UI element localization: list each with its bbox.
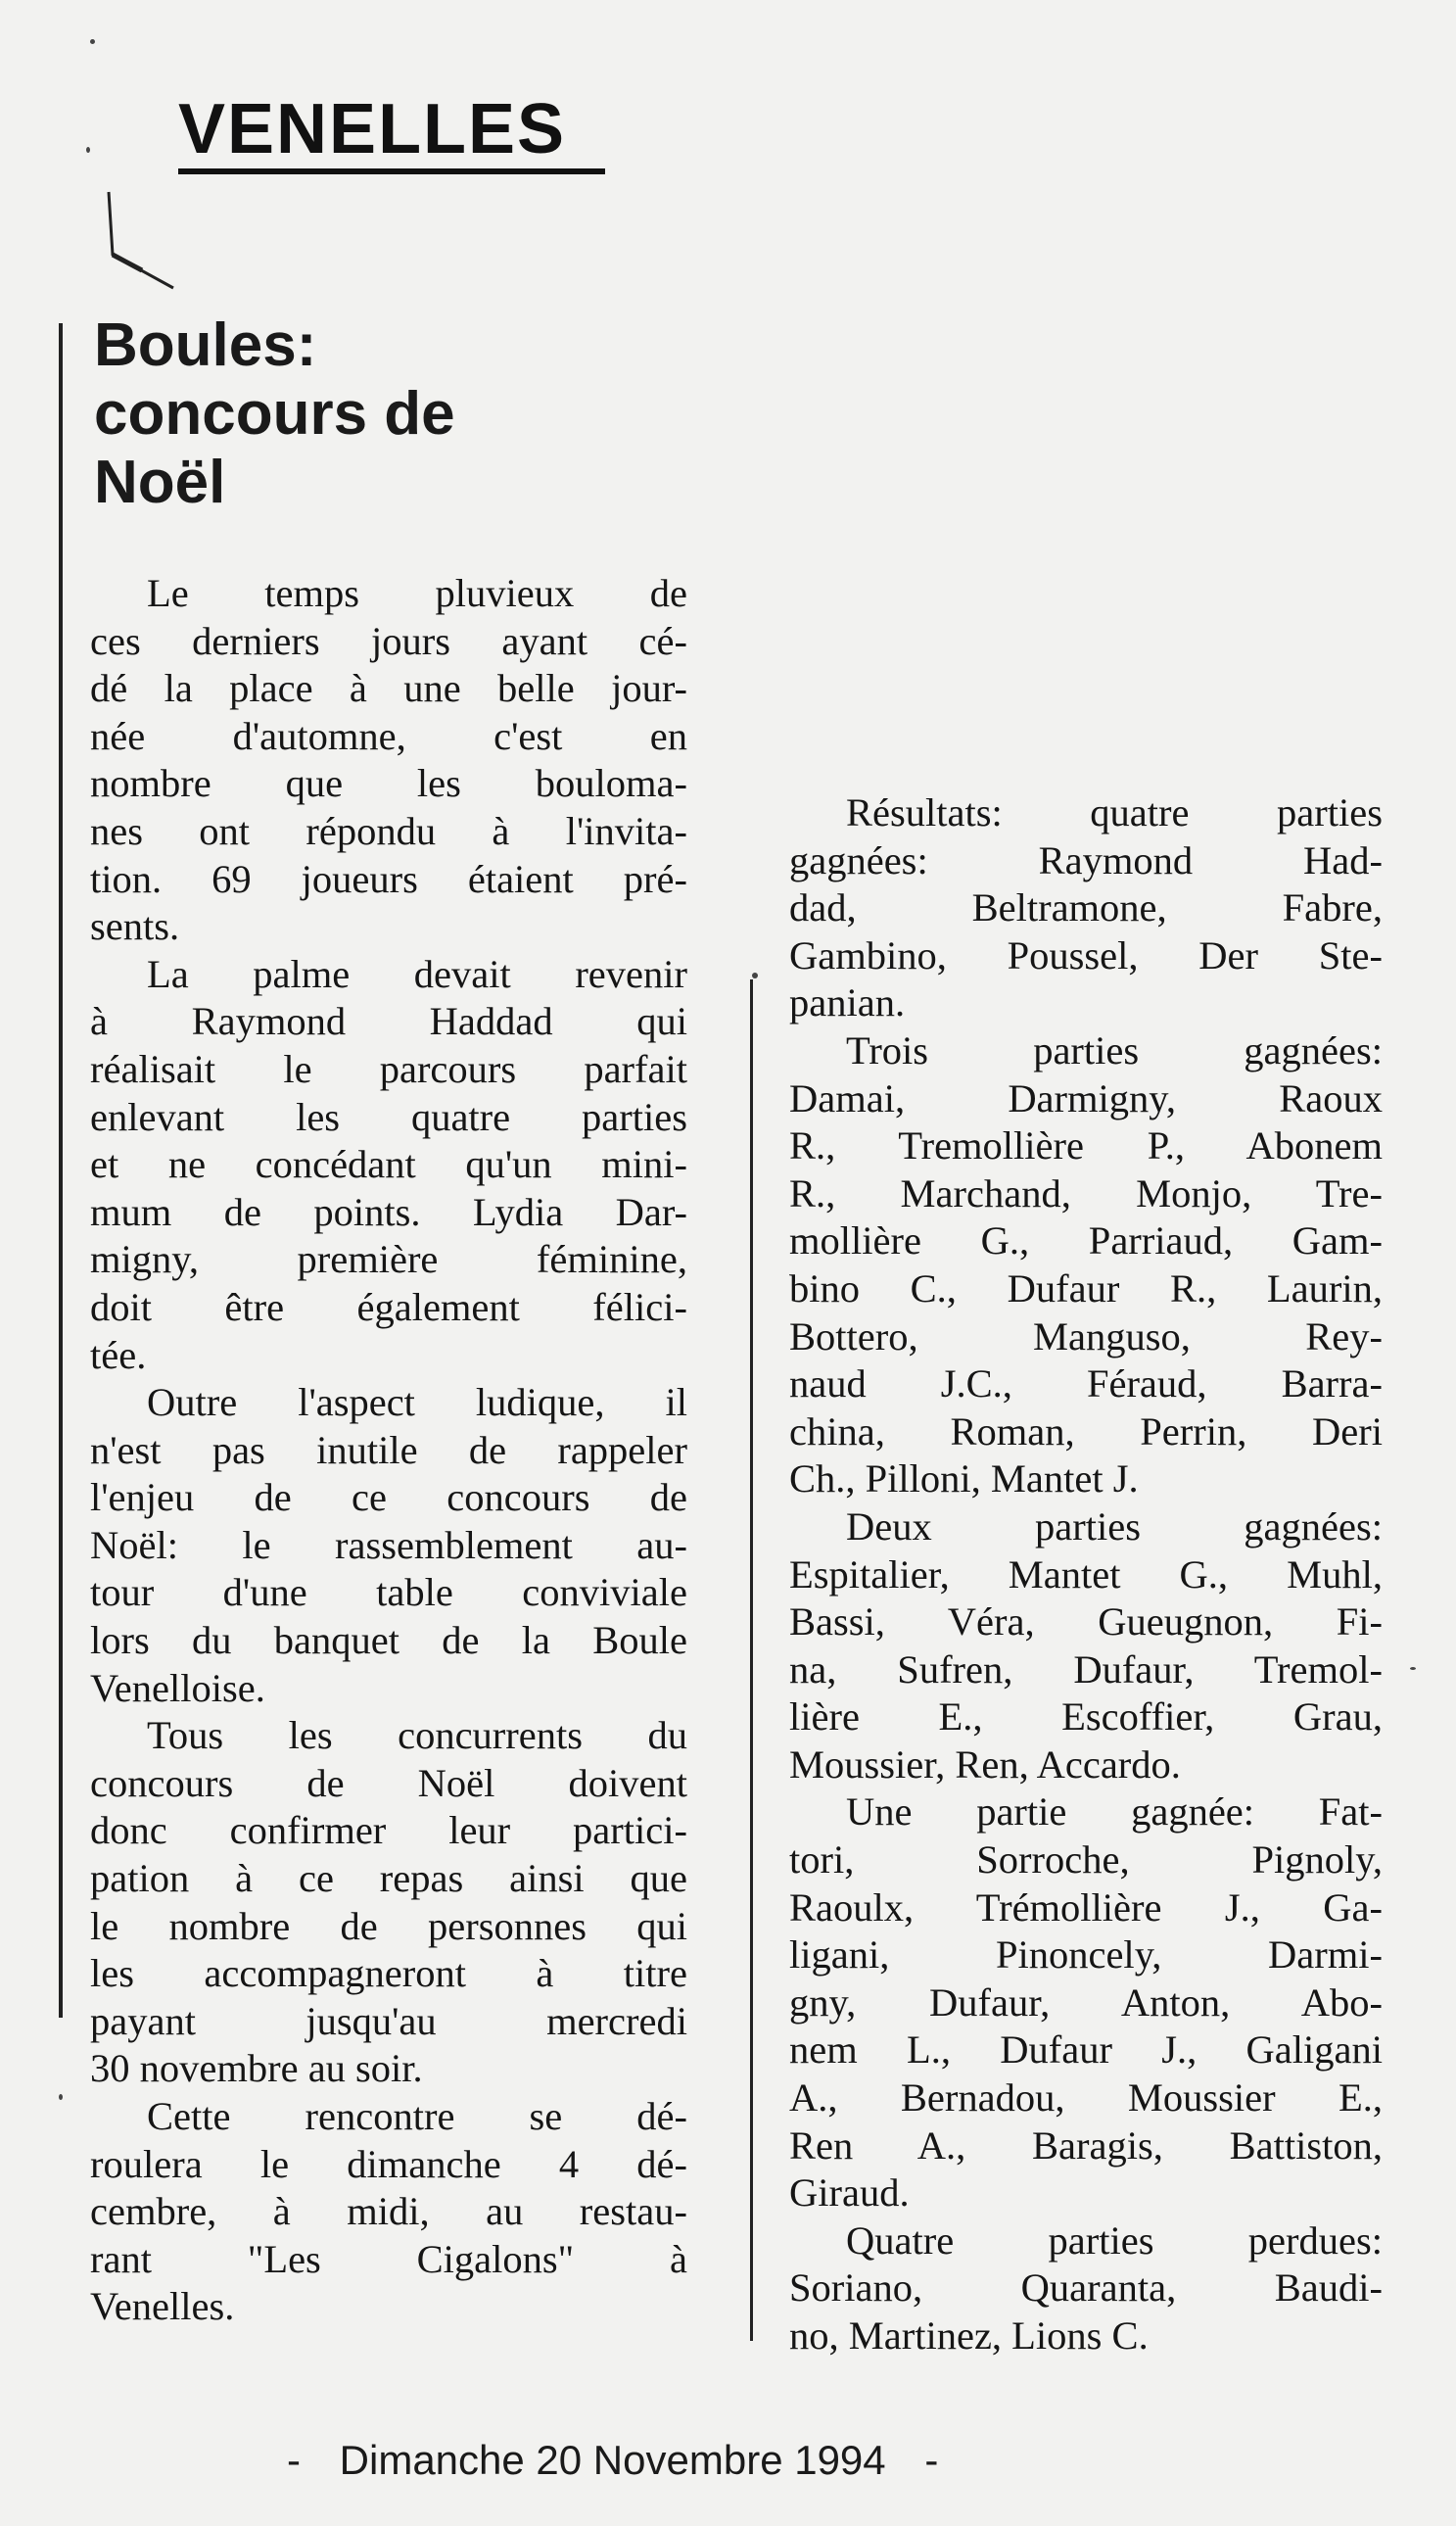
text-line: dé la place à une belle jour- (90, 666, 687, 711)
text-line: panian. (789, 980, 906, 1025)
text-line: Bassi, Véra, Gueugnon, Fi- (789, 1599, 1383, 1644)
text-line: Ren A., Baragis, Battiston, (789, 2122, 1383, 2168)
text-line: doit être également félici- (90, 1284, 687, 1329)
text-line: payant jusqu'au mercredi (90, 1998, 687, 2043)
text-line: ces derniers jours ayant cé- (90, 618, 687, 663)
print-speck (90, 39, 95, 44)
text-line: Raoulx, Trémollière J., Ga- (789, 1884, 1383, 1930)
paragraph (90, 570, 687, 951)
text-line: nombre que les bouloma- (90, 761, 687, 806)
column-divider (750, 979, 753, 2341)
print-speck (86, 147, 90, 153)
text-line: lors du banquet de la Boule (90, 1618, 687, 1663)
text-line: lière E., Escoffier, Grau, (789, 1694, 1383, 1740)
text-line: concours de Noël doivent (90, 1760, 687, 1805)
text-line: Bottero, Manguso, Rey- (789, 1313, 1383, 1358)
paragraph (90, 951, 687, 1379)
text-line: pation à ce repas ainsi que (90, 1856, 687, 1901)
print-speck (1410, 1667, 1416, 1670)
corner-mark-icon (103, 186, 181, 294)
text-line: mum de points. Lydia Dar- (90, 1189, 687, 1234)
text-line: R., Marchand, Monjo, Tre- (789, 1170, 1383, 1215)
text-line: Soriano, Quaranta, Baudi- (789, 2265, 1383, 2311)
text-line: l'enjeu de ce concours de (90, 1475, 687, 1520)
paragraph (789, 1027, 1383, 1503)
footer-date: Dimanche 20 Novembre 1994 (339, 2437, 886, 2483)
text-line: Giraud. (789, 2170, 910, 2216)
text-line: à Raymond Haddad qui (90, 999, 687, 1044)
footer-dash-left: - (287, 2437, 301, 2483)
text-line: china, Roman, Perrin, Deri (789, 1408, 1383, 1454)
text-line: Venelloise. (90, 1665, 265, 1710)
headline (94, 311, 455, 517)
text-line: Une partie gagnée: Fat- (846, 1789, 1383, 1835)
section-underline (178, 168, 605, 174)
text-line: tori, Sorroche, Pignoly, (789, 1837, 1383, 1883)
footer-dateline (259, 2437, 965, 2484)
footer-dash-right: - (924, 2437, 939, 2483)
left-column-rule (59, 323, 63, 2018)
headline-line: Boules: (94, 311, 317, 379)
text-line: Le temps pluvieux de (147, 571, 687, 615)
text-line: gagnées: Raymond Had- (789, 837, 1383, 882)
text-line: Gambino, Poussel, Der Ste- (789, 932, 1383, 977)
text-line: Cette rencontre se dé- (147, 2094, 687, 2138)
headline-line: concours de (94, 380, 455, 448)
text-line: migny, première féminine, (90, 1237, 687, 1282)
text-line: tour d'une table conviviale (90, 1570, 687, 1615)
results-column (789, 789, 1383, 2360)
text-line: les accompagneront à titre (90, 1951, 687, 1996)
text-line: nes ont répondu à l'invita- (90, 808, 687, 853)
article-body-left (90, 570, 687, 2331)
text-line: Ch., Pilloni, Mantet J. (789, 1456, 1139, 1501)
text-line: réalisait le parcours parfait (90, 1046, 687, 1091)
text-line: donc confirmer leur partici- (90, 1808, 687, 1853)
text-line: La palme devait revenir (147, 951, 687, 996)
text-line: tion. 69 joueurs étaient pré- (90, 856, 687, 901)
text-line: R., Tremollière P., Abonem (789, 1123, 1383, 1168)
text-line: cembre, à midi, au restau- (90, 2189, 687, 2234)
headline-line: Noël (94, 449, 226, 516)
text-line: née d'automne, c'est en (90, 713, 687, 758)
text-line: Damai, Darmigny, Raoux (789, 1075, 1383, 1120)
text-line: roulera le dimanche 4 dé- (90, 2141, 687, 2186)
paragraph (90, 2093, 687, 2331)
paragraph (789, 1503, 1383, 1789)
paragraph (90, 1379, 687, 1712)
text-line: Espitalier, Mantet G., Muhl, (789, 1551, 1383, 1597)
text-line: enlevant les quatre parties (90, 1094, 687, 1139)
print-speck (752, 973, 758, 978)
text-line: no, Martinez, Lions C. (789, 2313, 1149, 2358)
text-line: A., Bernadou, Moussier E., (789, 2075, 1383, 2121)
text-line: Noël: le rassemblement au- (90, 1522, 687, 1567)
text-line: Résultats: quatre parties (846, 790, 1383, 834)
text-line: rant "Les Cigalons" à (90, 2236, 687, 2281)
text-line: tée. (90, 1332, 147, 1377)
print-speck (59, 2094, 63, 2100)
text-line: na, Sufren, Dufaur, Tremol- (789, 1646, 1383, 1692)
text-line: Venelles. (90, 2284, 235, 2329)
text-line: bino C., Dufaur R., Laurin, (789, 1265, 1383, 1311)
text-line: Moussier, Ren, Accardo. (789, 1741, 1181, 1787)
text-line: 30 novembre au soir. (90, 2046, 423, 2091)
text-line: le nombre de personnes qui (90, 1903, 687, 1948)
text-line: gny, Dufaur, Anton, Abo- (789, 1979, 1383, 2025)
text-line: Outre l'aspect ludique, il (147, 1380, 687, 1425)
text-line: Quatre parties perdues: (846, 2217, 1383, 2263)
text-line: ligani, Pinoncely, Darmi- (789, 1932, 1383, 1978)
text-line: et ne concédant qu'un mini- (90, 1142, 687, 1187)
text-line: Deux parties gagnées: (846, 1503, 1383, 1549)
text-line: Tous les concurrents du (147, 1713, 687, 1758)
text-line: dad, Beltramone, Fabre, (789, 885, 1383, 930)
text-line: sents. (90, 904, 180, 949)
text-line: Trois parties gagnées: (846, 1027, 1383, 1072)
paragraph (789, 2217, 1383, 2360)
paragraph (789, 1788, 1383, 2216)
text-line: n'est pas inutile de rappeler (90, 1427, 687, 1472)
section-title: VENELLES (178, 90, 567, 168)
paragraph (789, 789, 1383, 1027)
text-line: naud J.C., Féraud, Barra- (789, 1361, 1383, 1406)
text-line: nem L., Dufaur J., Galigani (789, 2027, 1383, 2073)
paragraph (90, 1712, 687, 2093)
text-line: mollière G., Parriaud, Gam- (789, 1218, 1383, 1263)
